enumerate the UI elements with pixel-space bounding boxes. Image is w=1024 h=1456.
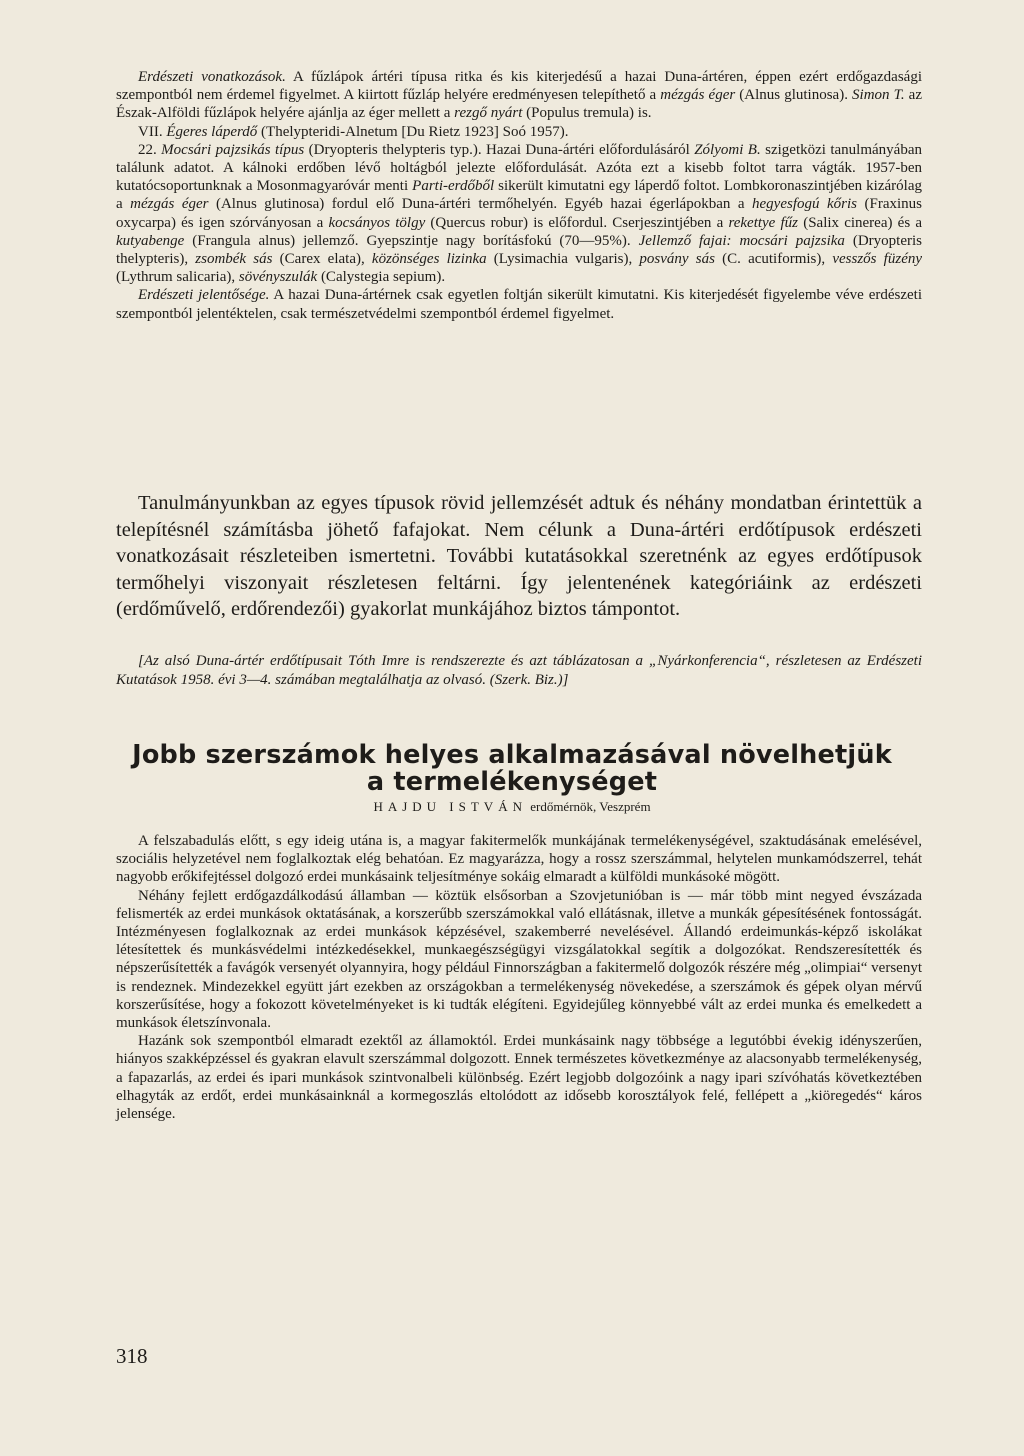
article-title bbox=[0, 742, 1024, 796]
text-run: A fűzlápok ártéri típusa ritka és kis kiterjedésű a hazai Duna-ártéren, éppen ezért erdőgazdasági szempontból nem érdemel figyelmet. A kiirtott fűzláp helyére eredményesen telepíthető a bbox=[116, 69, 922, 104]
text-run: (Dryopteris thelypteris), bbox=[116, 232, 922, 268]
italic-term: hegyesfogú kőris bbox=[752, 196, 857, 213]
paragraph-type-description bbox=[116, 141, 922, 287]
italic-term: Jellemző fajai: mocsári pajzsika bbox=[638, 232, 845, 249]
editor-note-section bbox=[116, 652, 922, 689]
italic-term: közönséges lizinka bbox=[371, 251, 487, 268]
italic-term: Mocsári pajzsikás típus bbox=[161, 141, 305, 158]
paragraph-section-heading bbox=[116, 123, 922, 141]
text-run: VII. bbox=[138, 123, 167, 140]
italic-term: Parti-erdőből bbox=[412, 178, 495, 195]
conclusion-section bbox=[116, 490, 922, 623]
text-run: (Calystegia sepium). bbox=[317, 269, 446, 286]
italic-term: posvány sás bbox=[639, 251, 715, 268]
upper-section bbox=[116, 68, 922, 323]
text-run: (C. acutiformis), bbox=[714, 251, 833, 268]
italic-term: vesszős füzény bbox=[832, 251, 923, 268]
text-run: (Populus tremula) is. bbox=[522, 105, 652, 122]
article-paragraph: A felszabadulás előtt, s egy ideig utána is, a magyar fakitermelők munkájának termelékenységével, szaktudásának emelésével, szociális helyzetével nem foglalkoztak elég behatóan. Ez magyarázza, hogy a rossz szerszámmal, helytelen munkamódszerrel, tehát nagyobb erőkifejtéssel dolgozó erdei munkásaink teljesítménye sokáig elmaradt a külföldi munkásoké mögött. bbox=[116, 833, 922, 886]
paragraph-significance bbox=[116, 286, 922, 322]
italic-term: Zólyomi B. bbox=[694, 141, 761, 158]
italic-term: Simon T. bbox=[852, 87, 905, 104]
italic-term: mézgás éger bbox=[660, 87, 736, 104]
text-run: (Quercus robur) is előfordul. Cserjeszintjében a bbox=[425, 214, 729, 231]
conclusion-paragraph: Tanulmányunkban az egyes típusok rövid jellemzését adtuk és néhány mondatban érintettük a telepítésnél számításba jöhető fafajokat. Nem célunk a Duna-ártéri erdőtípusok erdészeti vonatkozásait részleteiben ismertetni. További kutatásokkal szeretnénk az egyes erdőtípusok termőhelyi viszonyait részletesen feltárni. Így jelentenének kategóriáink az erdészeti (erdőművelő, erdőrendezői) gyakorlat munkájához biztos támpontot. bbox=[116, 492, 922, 620]
text-run: (Carex elata), bbox=[272, 251, 372, 268]
author-name: HAJDU ISTVÁN bbox=[373, 799, 527, 814]
article-title-line-1: Jobb szerszámok helyes alkalmazásával növelhetjük bbox=[132, 740, 892, 770]
article-author bbox=[0, 799, 1024, 815]
text-run: (Dryopteris thelypteris typ.). Hazai Duna-ártéri előfordulásáról bbox=[304, 141, 695, 158]
italic-term: Égeres láperdő bbox=[166, 123, 258, 140]
italic-term: kocsányos tölgy bbox=[328, 214, 426, 231]
italic-lead: Erdészeti jelentősége. bbox=[138, 287, 270, 304]
text-run: (Alnus glutinosa) fordul elő Duna-ártéri termőhelyén. Egyéb hazai égerlápokban a bbox=[208, 196, 753, 213]
italic-term: mézgás éger bbox=[130, 196, 209, 213]
text-run: (Frangula alnus) jellemző. Gyepszintje nagy borításfokú (70—95%). bbox=[184, 232, 639, 249]
italic-lead: Erdészeti vonatkozások. bbox=[138, 69, 286, 85]
text-run: A hazai Duna-ártérnek csak egyetlen foltján sikerült kimutatni. Kis kiterjedését figyelembe véve erdészeti szempontból jelentéktelen, csak természetvédelmi szempontból érdemel figyelmet. bbox=[116, 287, 922, 322]
italic-term: zsombék sás bbox=[195, 251, 273, 268]
author-role: erdőmérnök, Veszprém bbox=[526, 799, 651, 814]
paragraph-forestry-aspects bbox=[116, 68, 922, 123]
text-run: az Észak-Alföldi fűzlápok helyére ajánlja az éger mellett a bbox=[116, 87, 922, 122]
text-run: (Alnus glutinosa). bbox=[735, 87, 853, 104]
text-run: szigetközi tanulmányában találunk adatot. A kálnoki erdőben lévő holtágból jelezte előfordulását. Azóta ezt a kisebb foltot tarra vágták. 1957-ben kutatócsoportunknak a Mosonmagyaróvár menti bbox=[116, 141, 922, 195]
text-run: (Thelypteridi-Alnetum [Du Rietz 1923] Soó 1957). bbox=[257, 123, 569, 140]
text-run: (Salix cinerea) és a bbox=[798, 214, 922, 231]
text-run: 22. bbox=[138, 141, 162, 158]
page-number: 318 bbox=[116, 1344, 148, 1368]
text-run: (Fraxinus oxycarpa) és igen szórványosan a bbox=[116, 196, 922, 231]
italic-term: rezgő nyárt bbox=[454, 105, 523, 122]
text-run: sikerült kimutatni egy láperdő foltot. Lombkoronaszintjében kizárólag a bbox=[116, 178, 922, 213]
article-paragraph: Néhány fejlett erdőgazdálkodású államban — köztük elsősorban a Szovjetunióban is — már több mint negyed évszázada felismerték az erdei munkások oktatásának, a korszerűbb szerszámokkal való ellátásnak, illetve a munkák gépesítésének fontosságát. Intézményesen foglalkoznak az erdei munkások képzésével, szakemberré nevelésével. Állandó erdeimunkás-képző iskolákat létesítettek és munkásvédelmi intézkedésekkel, munkaegészségügyi vizsgálatokkal segítik a dolgozókat. Rendszeresítették és népszerűsítették a favágók versenyét olyannyira, hogy például Finnországban a fakitermelő dolgozók részére még „olimpiai“ versenyt is rendeznek. Mindezekkel együtt járt ezekben az országokban a termelékenység növekedése, a szerszámok és gépek olyan mérvű korszerűsítése, hogy a fokozott követelményeket is ki tudták elégíteni. Egyidejűleg könnyebbé vált az erdei munka és emelkedett a munkások életszínvonala. bbox=[116, 887, 922, 1032]
italic-term: kutyabenge bbox=[116, 232, 185, 249]
italic-term: rekettye fűz bbox=[728, 214, 799, 231]
text-run: (Lythrum salicaria), bbox=[116, 269, 239, 286]
text-run: (Lysimachia vulgaris), bbox=[486, 251, 640, 268]
article-title-line-2: a termelékenységet bbox=[366, 767, 658, 797]
article-body bbox=[116, 832, 922, 1123]
italic-term: sövényszulák bbox=[238, 269, 318, 286]
editor-note: [Az alsó Duna-ártér erdőtípusait Tóth Imre is rendszerezte és azt táblázatosan a „Nyárkonferencia“, részletesen az Erdészeti Kutatások 1958. évi 3—4. számában megtalálhatja az olvasó. (Szerk. Biz.)] bbox=[116, 653, 922, 688]
article-paragraph: Hazánk sok szempontból elmaradt ezektől az államoktól. Erdei munkásaink nagy többsége a legutóbbi évekig idényszerűen, hiányos szakképzéssel és gyakran elavult szerszámmal dolgozott. Ennek természetes következménye az alacsonyabb termelékenység, a fapazarlás, az erdei és ipari munkások szintvonalbeli különbség. Ezért legjobb dolgozóink a nagy ipari szívóhatás következtében elhagyták az erdőt, erdei munkásainknál a kormegoszlás eltolódott az idősebb korosztályok felé, fellépett a „kiöregedés“ káros jelensége. bbox=[116, 1033, 922, 1123]
